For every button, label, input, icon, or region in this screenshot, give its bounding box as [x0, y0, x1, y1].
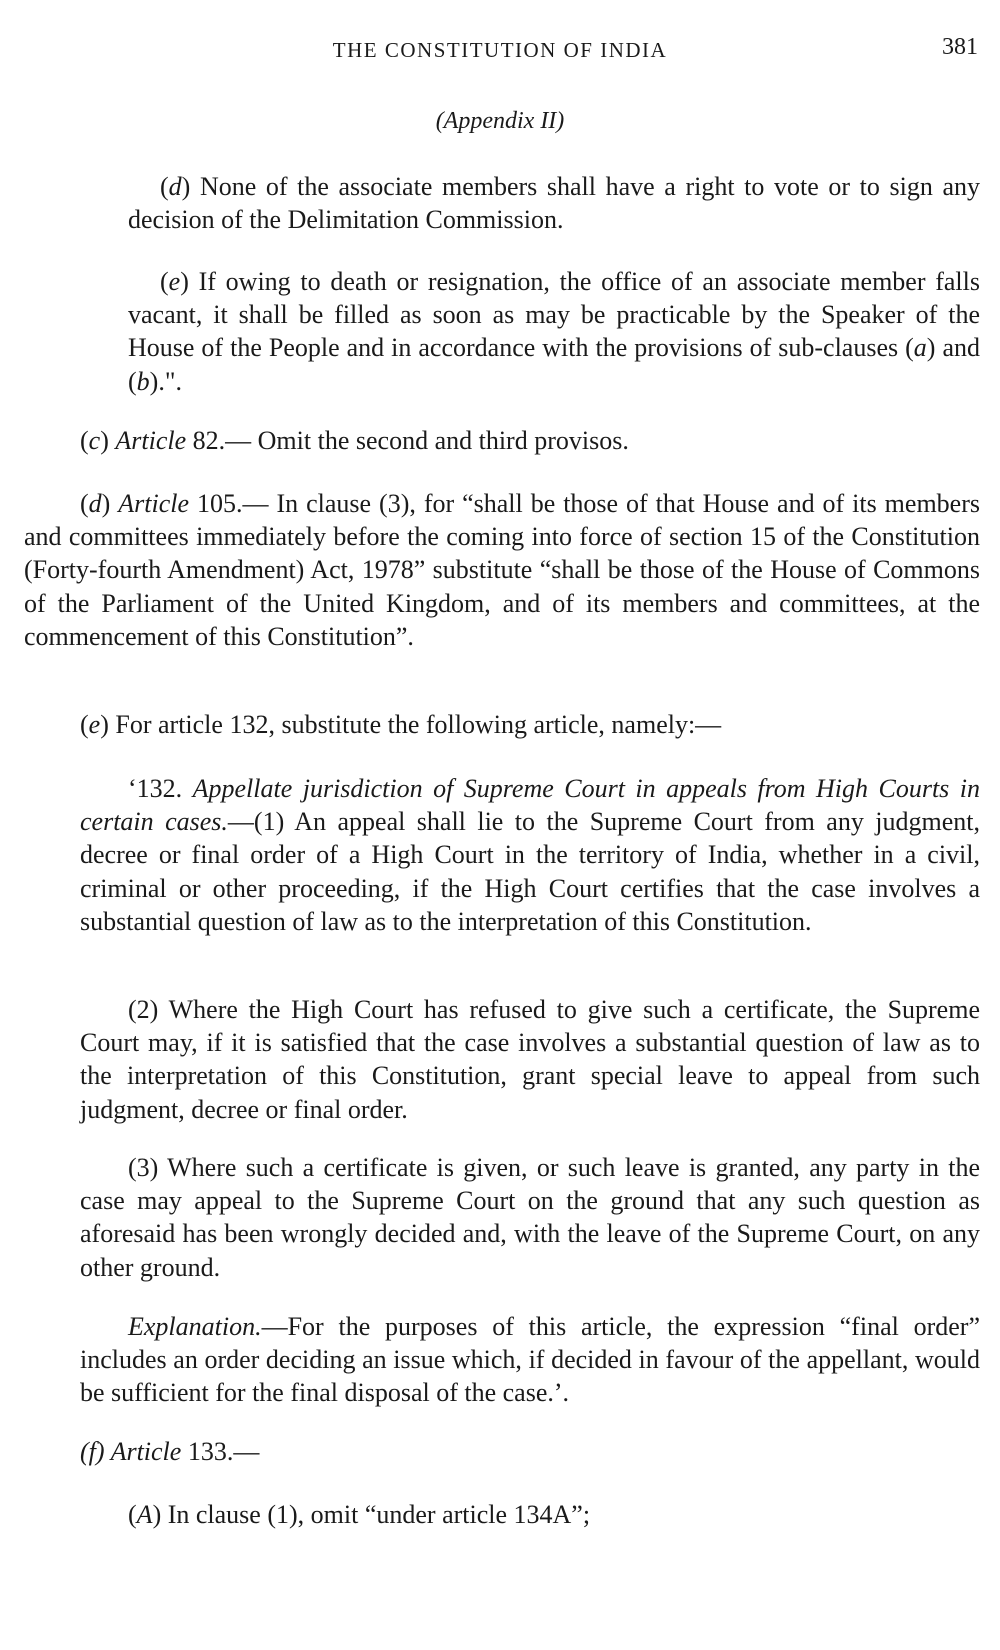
clause-c-text: 82.— Omit the second and third provisos.	[186, 426, 629, 455]
article-132-clause-2-text: (2) Where the High Court has refused to give such a certificate, the Supreme Court may, if it is satisfied that the case involves a substantial question of law as to the interpretation of this Constitution, grant special leave to appeal from such judgment, decree or final order.	[80, 995, 980, 1124]
explanation-label: Explanation.	[128, 1312, 262, 1341]
sub-clause-e-text-3: ).".	[149, 366, 182, 396]
sub-clause-d-label: d	[168, 172, 182, 201]
clause-d-article: Article	[118, 489, 190, 518]
sub-clause-d-paragraph: (d) None of the associate members shall have a right to vote or to sign any decision of the Delimitation Commission.	[128, 172, 980, 235]
clause-d-paragraph: (d) Article 105.— In clause (3), for “shall be those of that House and of its members and committees immediately before the coming into force of section 15 of the Constitution (Forty-fourth Amendment) Act, 1978” substitute “shall be those of the House of Commons of the Parliament of the United Kingdom, and of its members and committees, at the commencement of this Constitution”.	[24, 489, 980, 651]
clause-d-label: d	[88, 489, 102, 518]
page-number: 381	[942, 34, 978, 60]
clause-d-text: 105.— In clause (3), for “shall be those of that House and of its members and committees immediately before the coming into force of section 15 of the Constitution (Forty-fourth Amendment) Act, 1978” substitute “shall be those of the House of Commons of the Parliament of the United Kingdom, and of its members and committees, at the commencement of this Constitution”.	[24, 489, 980, 651]
article-132-clause-1-text: —(1) An appeal shall lie to the Supreme Court from any judgment, decree or final order of a High Court in the territory of India, whether in a civil, criminal or other proceeding, if the High Court certifies that the case involves a substantial question of law as to the interpretation of this Constitution.	[80, 807, 980, 936]
sub-clause-A-paragraph: (A) In clause (1), omit “under article 134A”;	[128, 1500, 591, 1529]
article-132-clause-3-text: (3) Where such a certificate is given, or such leave is granted, any party in the case may appeal to the Supreme Court on the ground that any such question as aforesaid has been wrongly decided and, with the leave of the Supreme Court, on any other ground.	[80, 1153, 980, 1282]
sub-clause-d-text: ) None of the associate members shall have a right to vote or to sign any decision of the Delimitation Commission.	[128, 172, 980, 235]
sub-clause-A-label: A	[136, 1500, 153, 1529]
clause-f-text: 133.—	[181, 1437, 260, 1466]
sub-clause-A-text: ) In clause (1), omit “under article 134A”;	[152, 1500, 591, 1529]
clause-e-text: ) For article 132, substitute the following article, namely:—	[100, 710, 722, 739]
sub-clause-e-text-2: ) and (	[128, 333, 980, 396]
ref-b: b	[136, 366, 150, 396]
article-132-clause-3	[80, 1151, 980, 1284]
article-132-clause-2	[80, 993, 980, 1126]
sub-clause-e-text: ) If owing to death or resignation, the office of an associate member falls vacant, it shall be filled as soon as may be practicable by the Speaker of the House of the People and in accordance with the provisions of sub-clauses (	[128, 267, 980, 363]
clause-f-paragraph	[80, 1435, 980, 1468]
article-132-clause-1	[80, 772, 980, 938]
page-header-title: THE CONSTITUTION OF INDIA	[332, 38, 668, 62]
sub-clause-e-paragraph: (e) If owing to death or resignation, the office of an associate member falls vacant, it shall be filled as soon as may be practicable by the Speaker of the House of the People and in accordance with the provisions of sub-clauses (a) and (b).".	[128, 267, 980, 396]
ref-a: a	[913, 333, 927, 363]
article-132-title: Appellate jurisdiction of Supreme Court in appeals from High Courts in certain cases.	[80, 774, 980, 837]
clause-f-label: (f) Article	[80, 1437, 182, 1466]
sub-clause-e-label: e	[168, 267, 181, 296]
explanation-paragraph	[80, 1310, 980, 1410]
clause-e-paragraph: (e) For article 132, substitute the following article, namely:—	[80, 710, 722, 739]
clause-c-label: c	[88, 426, 101, 455]
appendix-label: (Appendix II)	[435, 108, 565, 134]
clause-c-paragraph: (c) Article 82.— Omit the second and third provisos.	[80, 426, 629, 455]
clause-e-label: e	[88, 710, 101, 739]
explanation-text: —For the purposes of this article, the expression “final order” includes an order deciding an issue which, if decided in favour of the appellant, would be sufficient for the final disposal of the case.’.	[80, 1312, 980, 1408]
article-132-number: ‘132.	[128, 774, 193, 803]
clause-c-article: Article	[115, 426, 187, 455]
